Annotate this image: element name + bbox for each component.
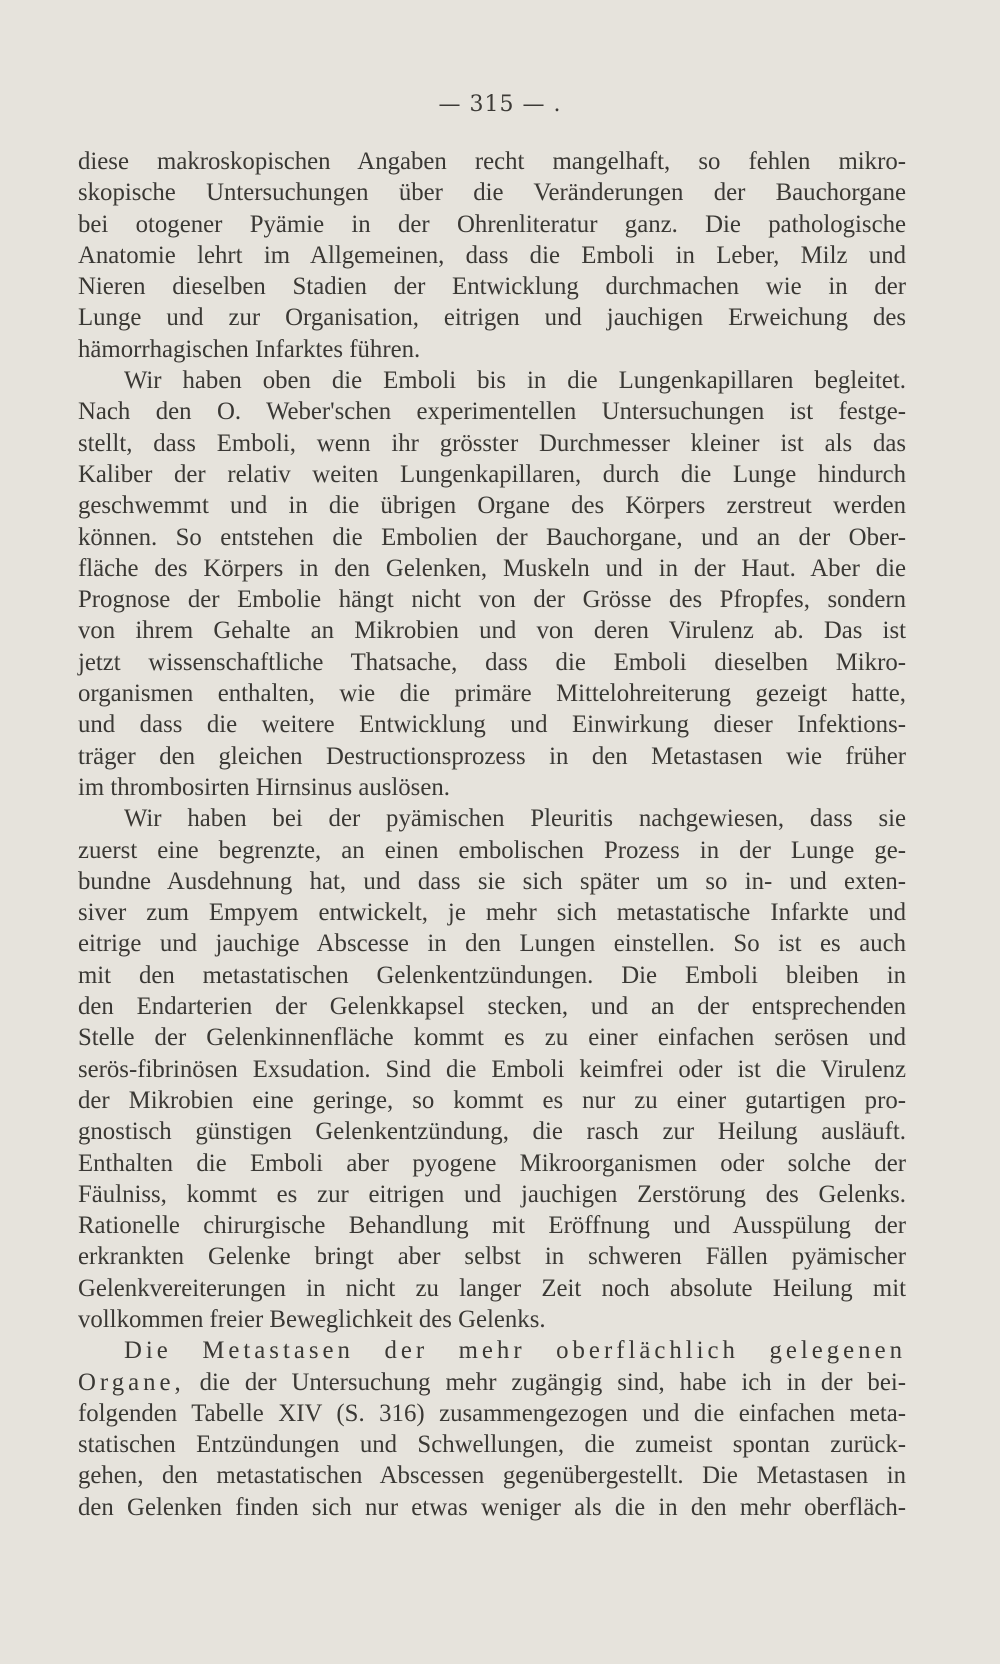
text-line-continuation: die der Untersuchung mehr zugängig sind, habe ich in der bei- <box>184 1368 906 1396</box>
text-line: diese makroskopischen Angaben recht mangelhaft, so fehlen mikro- <box>78 148 906 175</box>
text-line: im thrombosirten Hirnsinus auslösen. <box>78 773 450 801</box>
body-text <box>78 146 906 1523</box>
text-line: Gelenkvereiterungen in nicht zu langer Zeit noch absolute Heilung mit <box>78 1274 906 1302</box>
text-line: können. So entstehen die Embolien der Bauchorgane, und an der Ober- <box>78 523 906 551</box>
paragraph-4 <box>78 1335 906 1523</box>
text-line: träger den gleichen Destructionsprozess in den Metastasen wie früher <box>78 742 906 770</box>
text-line: geschwemmt und in die übrigen Organe des Körpers zerstreut werden <box>78 492 906 520</box>
text-line: serös-fibrinösen Exsudation. Sind die Emboli keimfrei oder ist die Virulenz <box>78 1055 906 1083</box>
text-line: Enthalten die Emboli aber pyogene Mikroorganismen oder solche der <box>78 1149 906 1177</box>
text-line: Kaliber der relativ weiten Lungenkapillaren, durch die Lunge hindurch <box>78 460 906 488</box>
text-line: Anatomie lehrt im Allgemeinen, dass die Emboli in Leber, Milz und <box>78 241 906 269</box>
text-line: bundne Ausdehnung hat, und dass sie sich später um so in- und exten- <box>78 867 906 895</box>
text-line: von ihrem Gehalte an Mikrobien und von deren Virulenz ab. Das ist <box>78 617 906 645</box>
text-line: gehen, den metastatischen Abscessen gegenübergestellt. Die Metastasen in <box>78 1462 906 1490</box>
text-line: Wir haben oben die Emboli bis in die Lungenkapillaren begleitet. <box>124 367 906 395</box>
text-line: skopische Untersuchungen über die Veränderungen der Bauchorgane <box>78 179 906 207</box>
text-line: organismen enthalten, wie die primäre Mittelohreiterung gezeigt hatte, <box>78 680 906 708</box>
text-line: Prognose der Embolie hängt nicht von der Grösse des Pfropfes, sondern <box>78 586 906 614</box>
text-line: den Endarterien der Gelenkkapsel stecken, und an der entsprechenden <box>78 993 906 1021</box>
text-line: Nach den O. Weber'schen experimentellen Untersuchungen ist festge- <box>78 398 906 426</box>
text-line: bei otogener Pyämie in der Ohrenliteratur ganz. Die pathologische <box>78 210 906 238</box>
text-line: erkrankten Gelenke bringt aber selbst in schweren Fällen pyämischer <box>78 1243 906 1271</box>
text-line: mit den metastatischen Gelenkentzündungen. Die Emboli bleiben in <box>78 961 906 989</box>
text-line: zuerst eine begrenzte, an einen embolischen Prozess in der Lunge ge- <box>78 836 906 864</box>
page-number: — 315 — . <box>438 92 562 117</box>
text-line: hämorrhagischen Infarktes führen. <box>78 335 421 363</box>
text-line: eitrige und jauchige Abscesse in den Lungen einstellen. So ist es auch <box>78 930 906 958</box>
text-line: folgenden Tabelle XIV (S. 316) zusammengezogen und die einfachen meta- <box>78 1399 906 1427</box>
text-line: jetzt wissenschaftliche Thatsache, dass die Emboli dieselben Mikro- <box>78 648 906 676</box>
text-line: den Gelenken finden sich nur etwas weniger als die in den mehr oberfläch- <box>78 1493 906 1521</box>
paragraph-2 <box>78 365 906 803</box>
text-line: Wir haben bei der pyämischen Pleuritis nachgewiesen, dass sie <box>124 805 906 833</box>
text-line: Stelle der Gelenkinnenfläche kommt es zu einer einfachen serösen und <box>78 1024 906 1052</box>
text-line: siver zum Empyem entwickelt, je mehr sich metastatische Infarkte und <box>78 899 906 927</box>
text-line: Rationelle chirurgische Behandlung mit Eröffnung und Ausspülung der <box>78 1212 906 1240</box>
text-line: statischen Entzündungen und Schwellungen, die zumeist spontan zurück- <box>78 1431 906 1459</box>
paragraph-1 <box>78 146 906 365</box>
paragraph-3 <box>78 803 906 1335</box>
text-line: Fäulniss, kommt es zur eitrigen und jauchigen Zerstörung des Gelenks. <box>78 1180 906 1208</box>
text-line: Nieren dieselben Stadien der Entwicklung durchmachen wie in der <box>78 273 906 301</box>
text-line: fläche des Körpers in den Gelenken, Muskeln und in der Haut. Aber die <box>78 554 906 582</box>
spaced-emphasis-word: Organe, <box>78 1368 185 1396</box>
text-line: vollkommen freier Beweglichkeit des Gelenks. <box>78 1305 546 1333</box>
text-line: der Mikrobien eine geringe, so kommt es nur zu einer gutartigen pro- <box>78 1086 906 1114</box>
text-line: Lunge und zur Organisation, eitrigen und jauchigen Erweichung des <box>78 304 906 332</box>
text-line: und dass die weitere Entwicklung und Einwirkung dieser Infektions- <box>78 711 906 739</box>
text-line: gnostisch günstigen Gelenkentzündung, die rasch zur Heilung ausläuft. <box>78 1118 906 1146</box>
spaced-emphasis-line: Die Metastasen der mehr oberflächlich gelegenen <box>124 1337 906 1365</box>
text-line: stellt, dass Emboli, wenn ihr grösster Durchmesser kleiner ist als das <box>78 429 906 457</box>
text-line <box>78 1367 906 1398</box>
